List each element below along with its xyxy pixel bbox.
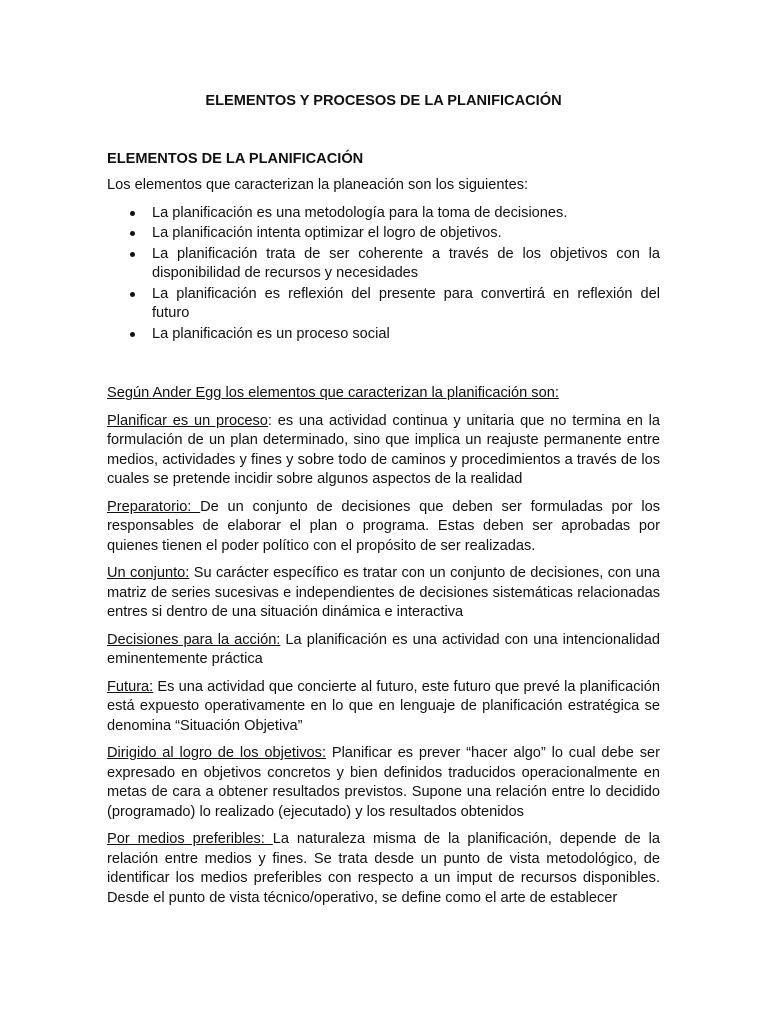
paragraph-futura — [107, 678, 660, 737]
paragraph-text: Su carácter específico es tratar con un conjunto de decisiones, con una matriz de series sucesivas e independientes de decisiones sistemáticas relacionadas entres si dentro de una situación dinámica e interactiva — [107, 565, 660, 620]
bullet-item — [107, 224, 660, 244]
document-title: ELEMENTOS Y PROCESOS DE LA PLANIFICACIÓN — [205, 93, 562, 109]
document-page — [107, 92, 660, 916]
bullet-icon — [130, 332, 135, 337]
paragraph-text: La naturaleza misma de la planificación, depende de la relación entre medios y fines. Se trata desde un punto de vista metodológico, de identificar los medios preferibles con respecto a un imput de recursos disponibles. Desde el punto de vista técnico/operativo, se define como el arte de establecer — [107, 831, 660, 906]
paragraph-medios — [107, 830, 660, 908]
sub-heading: Según Ander Egg los elementos que caracterizan la planificación son: — [107, 385, 559, 401]
bullet-list — [107, 204, 660, 345]
paragraph-objetivos — [107, 744, 660, 822]
paragraph-text: De un conjunto de decisiones que deben ser formuladas por los responsables de elaborar el plan o programa. Estas deben ser aprobadas por quienes tienen el poder político con el propósito de ser realizadas. — [107, 498, 661, 554]
bullet-item — [107, 325, 660, 345]
paragraph-term: Preparatorio: — [107, 498, 201, 515]
paragraph-decisiones — [107, 631, 660, 670]
bullet-item — [107, 245, 660, 284]
bullet-icon — [130, 231, 135, 236]
bullet-icon — [130, 252, 135, 257]
paragraph-text: La planificación es una actividad con una intencionalidad eminentemente práctica — [107, 631, 661, 667]
bullet-text: La planificación trata de ser coherente a través de los objetivos con la disponibilidad de recursos y necesidades — [152, 245, 660, 281]
paragraph-text: Es una actividad que concierte al futuro, este futuro que prevé la planificación está expuesto operativamente en lo que en lenguaje de planificación estratégica se denomina “Situación Objetiva” — [107, 678, 660, 734]
paragraph-term: Por medios preferibles: — [107, 831, 273, 847]
paragraph-term: Dirigido al logro de los objetivos: — [107, 745, 326, 761]
bullet-text: La planificación es una metodología para la toma de decisiones. — [152, 204, 568, 221]
bullet-text: La planificación es un proceso social — [152, 325, 390, 342]
bullet-text: La planificación intenta optimizar el logro de objetivos. — [152, 225, 502, 241]
bullet-icon — [130, 211, 135, 216]
paragraph-preparatorio — [107, 498, 660, 557]
paragraph-term: Futura: — [107, 678, 154, 695]
bullet-item — [107, 285, 660, 324]
intro-text: Los elementos que caracterizan la planeación son los siguientes: — [107, 177, 529, 193]
bullet-text: La planificación es reflexión del presente para convertirá en reflexión del futuro — [152, 285, 660, 321]
bullet-icon — [130, 292, 135, 297]
section-heading: ELEMENTOS DE LA PLANIFICACIÓN — [107, 150, 364, 167]
paragraph-conjunto — [107, 564, 660, 623]
paragraph-proceso — [107, 412, 660, 490]
paragraph-text: : es una actividad continua y unitaria que no termina en la formulación de un plan determinado, sino que implica un reajuste permanente entre medios, actividades y fines y sobre todo de caminos y procedimientos a través de los cuales se pretende incidir sobre algunos aspectos de la realidad — [107, 412, 660, 487]
paragraph-term: Un conjunto: — [107, 565, 190, 581]
paragraph-term: Decisiones para la acción: — [107, 631, 281, 648]
paragraph-text: Planificar es prever “hacer algo” lo cual debe ser expresado en objetivos concretos y bien definidos traducidos operacionalmente en metas de cara a obtener resultados previstos. Supone una relación entre lo decidido (programado) lo realizado (ejecutado) y los resultados obtenidos — [107, 745, 660, 820]
paragraph-term: Planificar es un proceso — [107, 412, 268, 429]
bullet-item — [107, 204, 660, 224]
